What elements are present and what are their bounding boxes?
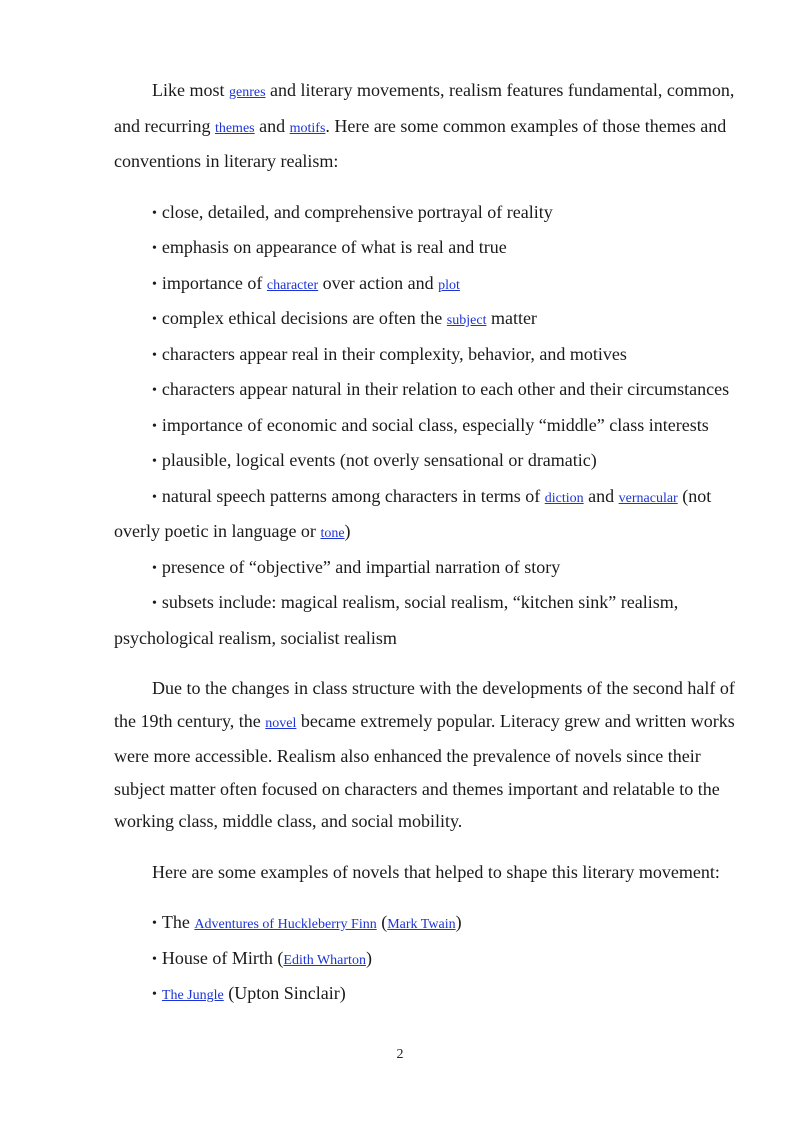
bullet-icon: •	[152, 347, 157, 363]
text: became extremely popular. Literacy grew and written works were more accessible. Realism also enhanced the prevalence of novels since their subject matter often focused on characters and themes important and relatable to the working class, middle class, and social mobility.	[114, 710, 735, 831]
text: Like most	[152, 80, 229, 100]
link-character[interactable]: character	[266, 277, 319, 293]
text: House of Mirth (	[161, 947, 284, 968]
link-motifs[interactable]: motifs	[289, 120, 326, 136]
text: Due to the changes in class structure with the developments of the second half of the 19th century, the	[114, 678, 735, 731]
list-item	[114, 551, 744, 587]
list-item-text: importance of economic and social class, especially “middle” class interests	[161, 414, 709, 435]
text: over action and	[318, 272, 439, 293]
link-edith-wharton[interactable]: Edith Wharton	[283, 952, 366, 968]
link-diction[interactable]: diction	[544, 490, 584, 506]
text: matter	[486, 308, 537, 328]
link-huckleberry-finn[interactable]: Adventures of Huckleberry Finn	[194, 917, 377, 932]
bullet-icon: •	[152, 596, 157, 611]
list-item-text: characters appear real in their complexity, behavior, and motives	[161, 343, 627, 364]
bullet-icon: •	[152, 987, 157, 1002]
link-vernacular[interactable]: vernacular	[618, 490, 678, 506]
link-mark-twain[interactable]: Mark Twain	[387, 917, 456, 932]
list-item	[114, 444, 744, 480]
text: . Here are some common examples of those themes and conventions in literary realism:	[114, 115, 727, 171]
bullet-icon: •	[152, 454, 157, 469]
list-item	[114, 409, 744, 445]
text: and	[254, 115, 290, 136]
text: )	[365, 947, 372, 968]
text: The	[161, 912, 195, 932]
link-novel[interactable]: novel	[265, 715, 297, 731]
link-plot[interactable]: plot	[438, 277, 460, 293]
bullet-icon: •	[152, 276, 157, 292]
text: )	[455, 912, 462, 932]
list-item	[114, 267, 744, 303]
bullet-icon: •	[152, 489, 157, 505]
list-item-text: subsets include: magical realism, social realism, “kitchen sink” realism, psychological realism, socialist realism	[114, 592, 679, 648]
text: complex ethical decisions are often the	[161, 308, 447, 328]
paragraph-examples-intro: Here are some examples of novels that helped to shape this literary movement:	[152, 861, 720, 882]
list-item	[114, 231, 744, 267]
text: (Upton Sinclair)	[223, 983, 346, 1003]
bullet-icon: •	[152, 241, 157, 256]
bullet-icon: •	[152, 383, 157, 398]
novels-list	[114, 906, 744, 1013]
text: )	[344, 521, 351, 541]
text: (	[376, 912, 388, 932]
link-subject[interactable]: subject	[446, 313, 487, 328]
page-number: 2	[396, 1047, 404, 1062]
list-item	[114, 586, 744, 654]
list-item	[114, 196, 744, 232]
paragraph-intro	[114, 74, 744, 178]
list-item	[114, 480, 744, 551]
list-item	[114, 942, 744, 978]
link-the-jungle[interactable]: The Jungle	[161, 988, 224, 1003]
text: and literary movements, realism features fundamental, common, and recurring	[114, 80, 735, 136]
list-item	[114, 373, 744, 409]
link-themes[interactable]: themes	[214, 120, 255, 136]
link-genres[interactable]: genres	[229, 85, 266, 100]
bullet-icon: •	[152, 951, 157, 967]
text: importance of	[161, 272, 267, 293]
list-item-text: emphasis on appearance of what is real and true	[161, 237, 507, 257]
conventions-list	[114, 196, 744, 655]
list-item-text: characters appear natural in their relation to each other and their circumstances	[161, 379, 730, 399]
list-item-text: presence of “objective” and impartial narration of story	[161, 556, 561, 577]
link-tone[interactable]: tone	[320, 526, 345, 541]
list-item-text: close, detailed, and comprehensive portrayal of reality	[161, 201, 553, 222]
paragraph-class-structure	[114, 672, 744, 838]
page-content	[114, 74, 744, 1031]
list-item	[114, 977, 744, 1013]
text: (not overly poetic in language or	[114, 485, 712, 541]
bullet-icon: •	[152, 916, 157, 931]
list-item-text: plausible, logical events (not overly sensational or dramatic)	[161, 450, 597, 470]
bullet-icon: •	[152, 205, 157, 221]
bullet-icon: •	[152, 312, 157, 327]
list-item	[114, 302, 744, 338]
bullet-icon: •	[152, 418, 157, 434]
bullet-icon: •	[152, 560, 157, 576]
list-item	[114, 338, 744, 374]
text: natural speech patterns among characters in terms of	[161, 485, 545, 506]
list-item	[114, 906, 744, 942]
text: and	[583, 485, 619, 506]
